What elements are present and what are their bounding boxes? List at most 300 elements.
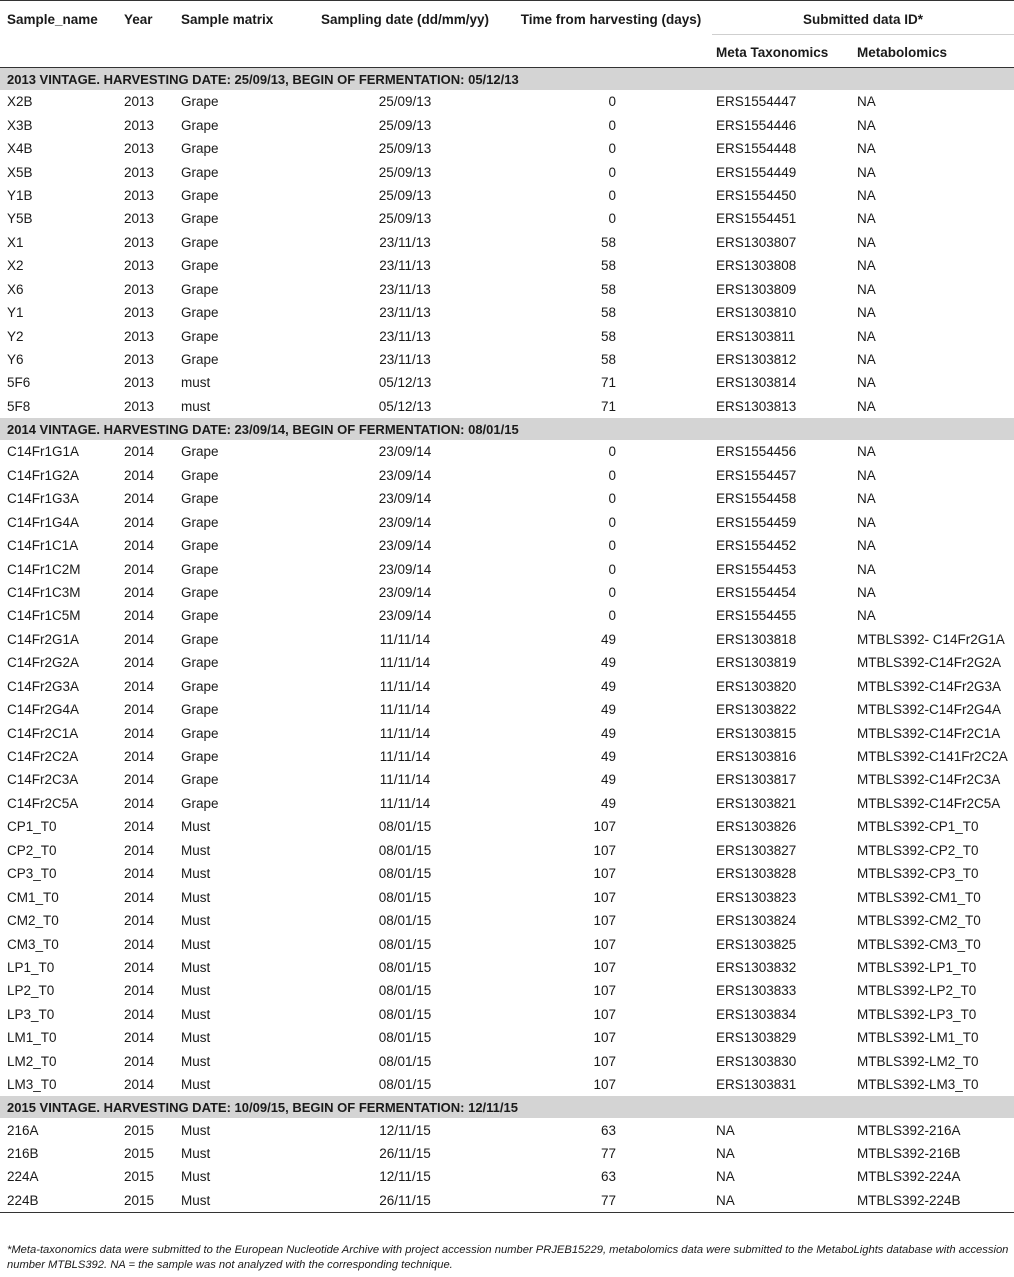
metabolomics-cell: NA: [857, 444, 876, 460]
sample-name-cell: C14Fr1G2A: [7, 467, 80, 483]
sampling-date-cell: 23/09/14: [378, 608, 432, 624]
sample-name-cell: C14Fr2G1A: [7, 631, 80, 647]
sampling-date-cell: 08/01/15: [378, 983, 432, 999]
table-row: [0, 839, 1014, 862]
year-cell: 2013: [124, 117, 155, 133]
sample-matrix-cell: Grape: [181, 117, 219, 133]
time-from-harvesting-cell: 0: [608, 187, 616, 203]
sample-matrix-cell: Must: [181, 1146, 211, 1162]
year-cell: 2014: [124, 514, 155, 530]
sample-matrix-cell: Must: [181, 983, 211, 999]
time-from-harvesting-cell: 0: [608, 608, 616, 624]
table-row: [0, 1050, 1014, 1073]
sample-matrix-cell: Grape: [181, 94, 219, 110]
meta-taxonomics-cell: ERS1554449: [716, 164, 797, 180]
table-header: [0, 1, 1014, 68]
sample-name-cell: C14Fr2C2A: [7, 749, 79, 765]
meta-taxonomics-cell: ERS1554448: [716, 141, 797, 157]
sampling-date-cell: 08/01/15: [378, 866, 432, 882]
time-from-harvesting-cell: 0: [608, 211, 616, 227]
sampling-date-cell: 26/11/15: [379, 1146, 431, 1162]
sample-name-cell: C14Fr1C5M: [7, 608, 81, 624]
sample-name-cell: X2: [7, 258, 24, 274]
time-from-harvesting-cell: 107: [593, 1077, 616, 1093]
sample-name-cell: LM2_T0: [7, 1053, 57, 1069]
sample-name-cell: Y1B: [7, 187, 33, 203]
section-header-row: [0, 418, 1014, 440]
year-cell: 2014: [124, 749, 155, 765]
table-row: [0, 487, 1014, 510]
sampling-date-cell: 08/01/15: [378, 842, 432, 858]
sampling-date-cell: 11/11/14: [379, 631, 431, 647]
sample-name-cell: 224A: [7, 1169, 39, 1185]
sampling-date-cell: 23/09/14: [378, 538, 432, 554]
sample-matrix-cell: Grape: [181, 187, 219, 203]
metabolomics-cell: MTBLS392-CM3_T0: [857, 936, 981, 952]
table-row: [0, 721, 1014, 744]
sample-name-cell: CM1_T0: [7, 889, 59, 905]
year-cell: 2013: [124, 94, 155, 110]
year-cell: 2014: [124, 467, 155, 483]
year-cell: 2014: [124, 584, 155, 600]
sample-matrix-cell: Must: [181, 936, 211, 952]
metabolomics-cell: MTBLS392-CP3_T0: [857, 866, 979, 882]
header-time-from-harvesting: Time from harvesting (days): [520, 12, 702, 27]
year-cell: 2013: [124, 281, 155, 297]
sample-matrix-cell: Grape: [181, 258, 219, 274]
year-cell: 2014: [124, 538, 155, 554]
time-from-harvesting-cell: 0: [608, 514, 616, 530]
year-cell: 2014: [124, 491, 155, 507]
sampling-date-cell: 25/09/13: [378, 141, 432, 157]
sampling-date-cell: 25/09/13: [378, 211, 432, 227]
time-from-harvesting-cell: 49: [600, 772, 616, 788]
year-cell: 2014: [124, 608, 155, 624]
time-from-harvesting-cell: 107: [593, 842, 616, 858]
metabolomics-cell: NA: [857, 491, 876, 507]
sample-matrix-cell: Grape: [181, 584, 219, 600]
year-cell: 2013: [124, 187, 155, 203]
table-row: [0, 628, 1014, 651]
sample-name-cell: X4B: [7, 141, 33, 157]
meta-taxonomics-cell: NA: [716, 1146, 735, 1162]
meta-taxonomics-cell: ERS1554446: [716, 117, 797, 133]
table-row: [0, 1142, 1014, 1165]
table-row: [0, 956, 1014, 979]
metabolomics-cell: NA: [857, 352, 876, 368]
sample-matrix-cell: Grape: [181, 678, 219, 694]
sample-name-cell: LM3_T0: [7, 1077, 57, 1093]
sample-name-cell: LP1_T0: [7, 959, 55, 975]
year-cell: 2013: [124, 398, 155, 414]
metabolomics-cell: MTBLS392-216B: [857, 1146, 961, 1162]
sample-name-cell: C14Fr2G4A: [7, 702, 80, 718]
time-from-harvesting-cell: 49: [600, 631, 616, 647]
sampling-date-cell: 23/11/13: [379, 328, 431, 344]
sampling-date-cell: 08/01/15: [378, 913, 432, 929]
metabolomics-cell: NA: [857, 305, 876, 321]
sample-name-cell: C14Fr1C3M: [7, 584, 81, 600]
time-from-harvesting-cell: 107: [593, 1006, 616, 1022]
meta-taxonomics-cell: ERS1554453: [716, 561, 797, 577]
time-from-harvesting-cell: 58: [600, 281, 616, 297]
section-title: 2013 VINTAGE. HARVESTING DATE: 25/09/13, BEGIN OF FERMENTATION: 05/12/13: [0, 68, 1014, 91]
year-cell: 2014: [124, 936, 155, 952]
section-header-row: [0, 1096, 1014, 1118]
table-row: [0, 885, 1014, 908]
metabolomics-cell: NA: [857, 608, 876, 624]
sample-name-cell: CP3_T0: [7, 866, 57, 882]
table-row: [0, 979, 1014, 1002]
time-from-harvesting-cell: 49: [600, 749, 616, 765]
sampling-date-cell: 23/09/14: [378, 467, 432, 483]
metabolomics-cell: MTBLS392-CP2_T0: [857, 842, 979, 858]
sampling-date-cell: 23/11/13: [379, 281, 431, 297]
year-cell: 2014: [124, 725, 155, 741]
sample-name-cell: LP3_T0: [7, 1006, 55, 1022]
metabolomics-cell: NA: [857, 281, 876, 297]
sampling-date-cell: 23/09/14: [378, 514, 432, 530]
meta-taxonomics-cell: ERS1303810: [716, 305, 797, 321]
metabolomics-cell: NA: [857, 258, 876, 274]
metabolomics-cell: NA: [857, 398, 876, 414]
sample-matrix-cell: Grape: [181, 631, 219, 647]
table-row: [0, 768, 1014, 791]
sample-matrix-cell: Grape: [181, 281, 219, 297]
sampling-date-cell: 08/01/15: [378, 1006, 432, 1022]
sample-matrix-cell: Grape: [181, 211, 219, 227]
meta-taxonomics-cell: ERS1303829: [716, 1030, 797, 1046]
sampling-date-cell: 11/11/14: [379, 655, 431, 671]
sample-matrix-cell: Must: [181, 1189, 300, 1213]
meta-taxonomics-cell: ERS1303832: [716, 959, 797, 975]
metabolomics-cell: MTBLS392-CP1_T0: [857, 819, 979, 835]
metabolomics-cell: MTBLS392-C14Fr2G3A: [857, 678, 1002, 694]
sample-matrix-cell: Must: [181, 1077, 211, 1093]
sample-name-cell: C14Fr2G2A: [7, 655, 80, 671]
sample-name-cell: Y5B: [7, 211, 33, 227]
time-from-harvesting-cell: 0: [608, 444, 616, 460]
metabolomics-cell: MTBLS392-LM1_T0: [857, 1030, 979, 1046]
table-row: [0, 137, 1014, 160]
sample-matrix-cell: Must: [181, 842, 211, 858]
time-from-harvesting-cell: 107: [593, 959, 616, 975]
table-body: [0, 68, 1014, 1213]
meta-taxonomics-cell: ERS1554457: [716, 467, 797, 483]
year-cell: 2014: [124, 561, 155, 577]
time-from-harvesting-cell: 49: [600, 655, 616, 671]
metabolomics-cell: MTBLS392-C14Fr2C1A: [857, 725, 1001, 741]
sample-name-cell: CP2_T0: [7, 842, 57, 858]
sampling-date-cell: 23/11/13: [379, 258, 431, 274]
header-submitted-data-id: Submitted data ID*: [712, 1, 1014, 35]
metabolomics-cell: NA: [857, 375, 876, 391]
year-cell: 2014: [124, 819, 155, 835]
sample-name-cell: C14Fr1C1A: [7, 538, 79, 554]
meta-taxonomics-cell: ERS1303816: [716, 749, 797, 765]
year-cell: 2015: [124, 1189, 181, 1213]
metabolomics-cell: MTBLS392-216A: [857, 1122, 961, 1138]
time-from-harvesting-cell: 63: [600, 1169, 616, 1185]
sampling-date-cell: 05/12/13: [378, 398, 432, 414]
time-from-harvesting-cell: 77: [600, 1146, 616, 1162]
time-from-harvesting-cell: 71: [600, 398, 616, 414]
year-cell: 2015: [124, 1146, 155, 1162]
meta-taxonomics-cell: NA: [716, 1122, 735, 1138]
header-sample-name: Sample_name: [7, 12, 98, 27]
metabolomics-cell: NA: [857, 561, 876, 577]
sampling-date-cell: 08/01/15: [378, 936, 432, 952]
table-row: [0, 534, 1014, 557]
table-row: [0, 113, 1014, 136]
time-from-harvesting-cell: 0: [608, 467, 616, 483]
sampling-date-cell: 23/11/13: [379, 352, 431, 368]
meta-taxonomics-cell: ERS1303807: [716, 234, 797, 250]
time-from-harvesting-cell: 0: [608, 561, 616, 577]
year-cell: 2014: [124, 444, 155, 460]
year-cell: 2013: [124, 141, 155, 157]
year-cell: 2013: [124, 164, 155, 180]
meta-taxonomics-cell: ERS1554459: [716, 514, 797, 530]
metabolomics-cell: NA: [857, 94, 876, 110]
time-from-harvesting-cell: 58: [600, 305, 616, 321]
time-from-harvesting-cell: 58: [600, 352, 616, 368]
metabolomics-cell: MTBLS392- C14Fr2G1A: [857, 631, 1005, 647]
meta-taxonomics-cell: ERS1303828: [716, 866, 797, 882]
metabolomics-cell: MTBLS392-CM2_T0: [857, 913, 981, 929]
year-cell: 2013: [124, 375, 155, 391]
section-header-row: [0, 68, 1014, 91]
metabolomics-cell: NA: [857, 328, 876, 344]
sample-matrix-cell: Grape: [181, 352, 219, 368]
meta-taxonomics-cell: ERS1554456: [716, 444, 797, 460]
table-row: [0, 510, 1014, 533]
sampling-date-cell: 11/11/14: [379, 772, 431, 788]
sample-name-cell: C14Fr2C3A: [7, 772, 79, 788]
sample-matrix-cell: Must: [181, 1006, 211, 1022]
sample-matrix-cell: Must: [181, 1053, 211, 1069]
table-row: [0, 1189, 1014, 1213]
sample-name-cell: 5F6: [7, 375, 31, 391]
table-row: [0, 1118, 1014, 1141]
sample-matrix-cell: Must: [181, 1122, 211, 1138]
year-cell: 2014: [124, 889, 155, 905]
meta-taxonomics-cell: ERS1303833: [716, 983, 797, 999]
table-row: [0, 745, 1014, 768]
sampling-date-cell: 23/11/13: [379, 234, 431, 250]
meta-taxonomics-cell: ERS1303815: [716, 725, 797, 741]
time-from-harvesting-cell: 0: [608, 584, 616, 600]
sample-name-cell: Y2: [7, 328, 24, 344]
sample-matrix-cell: Grape: [181, 305, 219, 321]
time-from-harvesting-cell: 107: [593, 1053, 616, 1069]
year-cell: 2013: [124, 258, 155, 274]
table-row: [0, 371, 1014, 394]
table-row: [0, 581, 1014, 604]
header-sample-matrix: Sample matrix: [181, 12, 274, 27]
time-from-harvesting-cell: 0: [608, 141, 616, 157]
metabolomics-cell: MTBLS392-LM2_T0: [857, 1053, 979, 1069]
sample-matrix-cell: must: [181, 375, 211, 391]
sample-name-cell: X5B: [7, 164, 33, 180]
year-cell: 2014: [124, 913, 155, 929]
meta-taxonomics-cell: ERS1303825: [716, 936, 797, 952]
header-sampling-date: Sampling date (dd/mm/yy): [320, 12, 490, 27]
year-cell: 2014: [124, 1006, 155, 1022]
sample-matrix-cell: Grape: [181, 749, 219, 765]
sample-name-cell: 216A: [7, 1122, 39, 1138]
table-row: [0, 604, 1014, 627]
table-row: [0, 90, 1014, 113]
table-row: [0, 254, 1014, 277]
sampling-date-cell: 08/01/15: [378, 1030, 432, 1046]
sampling-date-cell: 08/01/15: [378, 819, 432, 835]
sample-matrix-cell: Grape: [181, 491, 219, 507]
meta-taxonomics-cell: ERS1554452: [716, 538, 797, 554]
time-from-harvesting-cell: 107: [593, 889, 616, 905]
sampling-date-cell: 25/09/13: [378, 187, 432, 203]
meta-taxonomics-cell: ERS1303817: [716, 772, 797, 788]
time-from-harvesting-cell: 107: [593, 1030, 616, 1046]
time-from-harvesting-cell: 63: [600, 1122, 616, 1138]
sampling-date-cell: 23/09/14: [378, 561, 432, 577]
sample-matrix-cell: Must: [181, 866, 211, 882]
sampling-date-cell: 23/09/14: [378, 491, 432, 507]
year-cell: 2014: [124, 983, 155, 999]
table-row: [0, 557, 1014, 580]
metabolomics-cell: MTBLS392-LM3_T0: [857, 1077, 979, 1093]
sample-name-cell: C14Fr1G4A: [7, 514, 80, 530]
metabolomics-cell: NA: [857, 584, 876, 600]
time-from-harvesting-cell: 0: [608, 117, 616, 133]
header-metabolomics: Metabolomics: [857, 45, 948, 60]
year-cell: 2014: [124, 842, 155, 858]
sampling-date-cell: 11/11/14: [379, 678, 431, 694]
sample-name-cell: X2B: [7, 94, 33, 110]
sample-matrix-cell: Grape: [181, 164, 219, 180]
table-footnote: *Meta-taxonomics data were submitted to the European Nucleotide Archive with project accession number PRJEB15229, metabolomics data were submitted to the MetaboLights database with accession number MTBLS392. NA = the sample was not analyzed with the corresponding technique.: [7, 1244, 1009, 1271]
meta-taxonomics-cell: ERS1554447: [716, 94, 797, 110]
time-from-harvesting-cell: 71: [600, 375, 616, 391]
meta-taxonomics-cell: ERS1303821: [716, 795, 797, 811]
sampling-date-cell: 25/09/13: [378, 117, 432, 133]
sample-name-cell: LM1_T0: [7, 1030, 57, 1046]
metabolomics-cell: NA: [857, 211, 876, 227]
metabolomics-cell: MTBLS392-LP1_T0: [857, 959, 977, 975]
sampling-date-cell: 23/11/13: [379, 305, 431, 321]
year-cell: 2015: [124, 1169, 155, 1185]
year-cell: 2013: [124, 234, 155, 250]
sample-matrix-cell: Must: [181, 819, 211, 835]
sampling-date-cell: 08/01/15: [378, 1077, 432, 1093]
sampling-date-cell: 11/11/14: [379, 749, 431, 765]
metabolomics-cell: NA: [857, 538, 876, 554]
year-cell: 2013: [124, 211, 155, 227]
time-from-harvesting-cell: 0: [608, 491, 616, 507]
time-from-harvesting-cell: 58: [600, 258, 616, 274]
meta-taxonomics-cell: ERS1303809: [716, 281, 797, 297]
sample-matrix-cell: Grape: [181, 444, 219, 460]
table-row: [0, 1026, 1014, 1049]
meta-taxonomics-cell: ERS1554451: [716, 211, 797, 227]
metabolomics-cell: MTBLS392-LP2_T0: [857, 983, 977, 999]
metabolomics-cell: MTBLS392-C14Fr2C3A: [857, 772, 1001, 788]
year-cell: 2013: [124, 305, 155, 321]
meta-taxonomics-cell: ERS1303827: [716, 842, 797, 858]
time-from-harvesting-cell: 0: [608, 538, 616, 554]
table-row: [0, 440, 1014, 463]
sampling-date-cell: 11/11/14: [379, 702, 431, 718]
table-row: [0, 815, 1014, 838]
sample-name-cell: 216B: [7, 1146, 39, 1162]
year-cell: 2014: [124, 678, 155, 694]
metabolomics-cell: MTBLS392-C14Fr2G4A: [857, 702, 1002, 718]
sample-name-cell: C14Fr2C5A: [7, 795, 79, 811]
table-row: [0, 395, 1014, 418]
year-cell: 2014: [124, 655, 155, 671]
sample-matrix-cell: Grape: [181, 467, 219, 483]
year-cell: 2014: [124, 772, 155, 788]
meta-taxonomics-cell: ERS1303826: [716, 819, 797, 835]
sampling-date-cell: 12/11/15: [379, 1169, 431, 1185]
sample-name-cell: X6: [7, 281, 24, 297]
meta-taxonomics-cell: ERS1303820: [716, 678, 797, 694]
year-cell: 2013: [124, 352, 155, 368]
sample-name-cell: X1: [7, 234, 24, 250]
sample-name-cell: CM2_T0: [7, 913, 59, 929]
table-row: [0, 1165, 1014, 1188]
time-from-harvesting-cell: 107: [593, 819, 616, 835]
sample-matrix-cell: must: [181, 398, 211, 414]
sample-name-cell: C14Fr1C2M: [7, 561, 81, 577]
metabolomics-cell: MTBLS392-C14Fr2C5A: [857, 795, 1001, 811]
sample-name-cell: 5F8: [7, 398, 31, 414]
sample-matrix-cell: Grape: [181, 655, 219, 671]
meta-taxonomics-cell: ERS1554450: [716, 187, 797, 203]
sample-matrix-cell: Must: [181, 1169, 211, 1185]
time-from-harvesting-cell: 49: [600, 725, 616, 741]
meta-taxonomics-cell: ERS1303830: [716, 1053, 797, 1069]
sample-matrix-cell: Grape: [181, 328, 219, 344]
meta-taxonomics-cell: ERS1303811: [716, 328, 796, 344]
meta-taxonomics-cell: ERS1303813: [716, 398, 797, 414]
metabolomics-cell: MTBLS392-224B: [853, 1189, 1014, 1213]
metabolomics-cell: NA: [857, 117, 876, 133]
time-from-harvesting-cell: 107: [593, 866, 616, 882]
year-cell: 2014: [124, 702, 155, 718]
table-row: [0, 278, 1014, 301]
meta-taxonomics-cell: ERS1303822: [716, 702, 797, 718]
sample-name-cell: CM3_T0: [7, 936, 59, 952]
table-row: [0, 792, 1014, 815]
header-year: Year: [124, 12, 153, 27]
sampling-date-cell: 11/11/14: [379, 725, 431, 741]
meta-taxonomics-cell: ERS1303818: [716, 631, 797, 647]
meta-taxonomics-cell: ERS1554455: [716, 608, 797, 624]
sample-name-cell: C14Fr1G1A: [7, 444, 80, 460]
time-from-harvesting-cell: 58: [600, 234, 616, 250]
sample-matrix-cell: Grape: [181, 772, 219, 788]
metabolomics-cell: NA: [857, 187, 876, 203]
header-meta-taxonomics: Meta Taxonomics: [716, 45, 829, 60]
year-cell: 2014: [124, 959, 155, 975]
year-cell: 2014: [124, 631, 155, 647]
sampling-date-cell: 25/09/13: [378, 94, 432, 110]
time-from-harvesting-cell: 49: [600, 678, 616, 694]
sample-matrix-cell: Must: [181, 959, 211, 975]
section-title: 2015 VINTAGE. HARVESTING DATE: 10/09/15, BEGIN OF FERMENTATION: 12/11/15: [0, 1096, 1014, 1118]
table-row: [0, 184, 1014, 207]
